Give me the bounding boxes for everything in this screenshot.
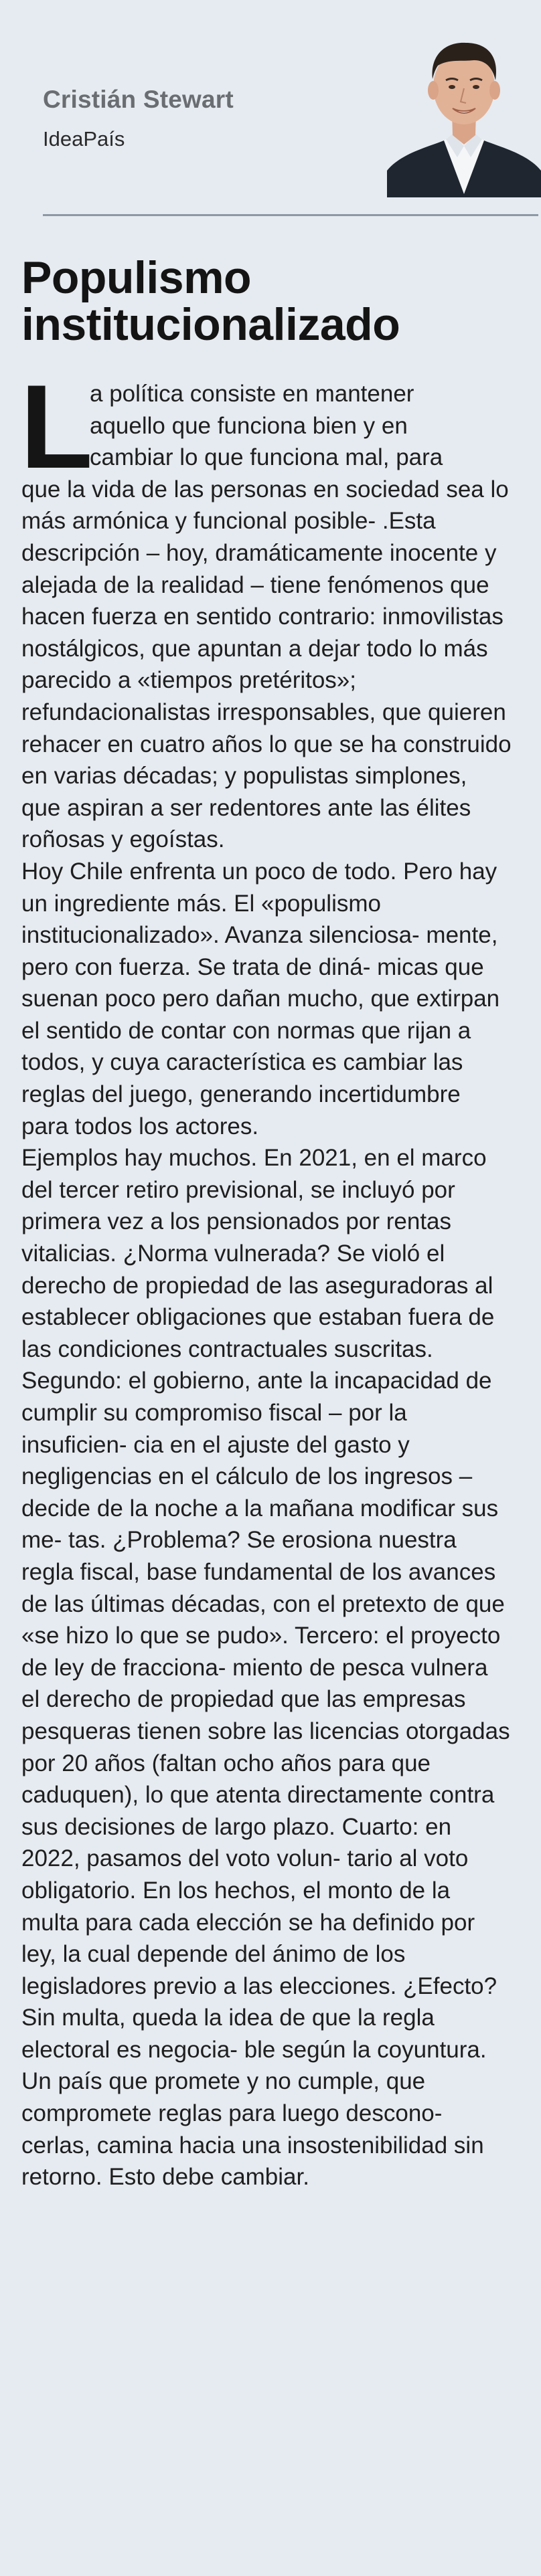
lead-line-3: cambiar lo que funciona mal, para (90, 444, 443, 471)
author-byline (21, 0, 507, 221)
lead-line-1: a política consiste en mantener (90, 381, 414, 407)
drop-cap (20, 360, 93, 493)
author-portrait-icon (387, 27, 541, 197)
article-paragraph-3: Ejemplos hay muchos. En 2021, en el marco del tercer retiro previsional, se incluyó por primera vez a los pensionados por rentas vitalicias. ¿Norma vulnerada? Se violó el derecho de propiedad de las aseguradoras al establecer obligaciones que estaban fuera de las condiciones contractuales suscritas. Segundo: el gobierno, ante la incapacidad de cumplir su compromiso fiscal – por la insuficien- cia en el ajuste del gasto y negligencias en el cálculo de los ingresos – decide de la noche a la mañana modificar sus me- tas. ¿Problema? Se erosiona nuestra regla fiscal, base fundamental de los avances de las últimas décadas, con el pretexto de que «se hizo lo que se pudo». Tercero: el proyecto de ley de fracciona- miento de pesca vulnera el derecho de propiedad que las empresas pesqueras tienen sobre las licencias otorgadas por 20 años (faltan ocho años para que caduquen), lo que atenta directamente contra sus decisiones de largo plazo. Cuarto: en 2022, pasamos del voto volun- tario al voto obligatorio. En los hechos, el monto de la multa para cada elección se ha definido por ley, la cual depende del ánimo de los legisladores previo a las elecciones. ¿Efecto? Sin multa, queda la idea de que la regla electoral es negocia- ble según la coyuntura. (21, 1145, 510, 2063)
paragraph-1-text: que la vida de las personas en sociedad sea lo más armónica y funcional posible- .Esta descripción – hoy, dramáticamente inocente y alejada de la realidad – tiene fenómenos que hacen fuerza en sentido contrario: inmovilistas nostálgicos, que apuntan a dejar todo lo más parecido a «tiempos pretéritos»; refundacionalistas irresponsables, que quieren rehacer en cuatro años lo que se ha construido en varias décadas; y populistas simplones, que aspiran a ser redentores ante las élites roñosas y egoístas. (21, 476, 512, 853)
article-title-line-2: institucionalizado (21, 299, 400, 350)
article-paragraph-1 (20, 360, 512, 856)
lead-line-2: aquello que funciona bien y en (90, 412, 408, 439)
author-name: Cristián Stewart (43, 86, 234, 113)
article-paragraph-2: Hoy Chile enfrenta un poco de todo. Pero hay un ingrediente más. El «populismo institucionalizado». Avanza silenciosa- mente, pero con fuerza. Se trata de diná- micas que suenan poco pero dañan mucho, que extirpan el sentido de contar con normas que rijan a todos, y cuya característica es cambiar las reglas del juego, generando incertidumbre para todos los actores. (21, 858, 500, 1139)
article-paragraph-4: Un país que promete y no cumple, que compromete reglas para luego descono- cerlas, camina hacia una insostenibilidad sin retorno. Esto debe cambiar. (21, 2068, 484, 2191)
article-title-line-1: Populismo (21, 252, 252, 303)
author-photo (387, 27, 541, 197)
author-organization: IdeaPaís (43, 127, 125, 151)
byline-divider (43, 214, 538, 216)
article-title (21, 254, 510, 348)
article-body (20, 360, 512, 2193)
drop-cap-letter: L (20, 360, 93, 493)
